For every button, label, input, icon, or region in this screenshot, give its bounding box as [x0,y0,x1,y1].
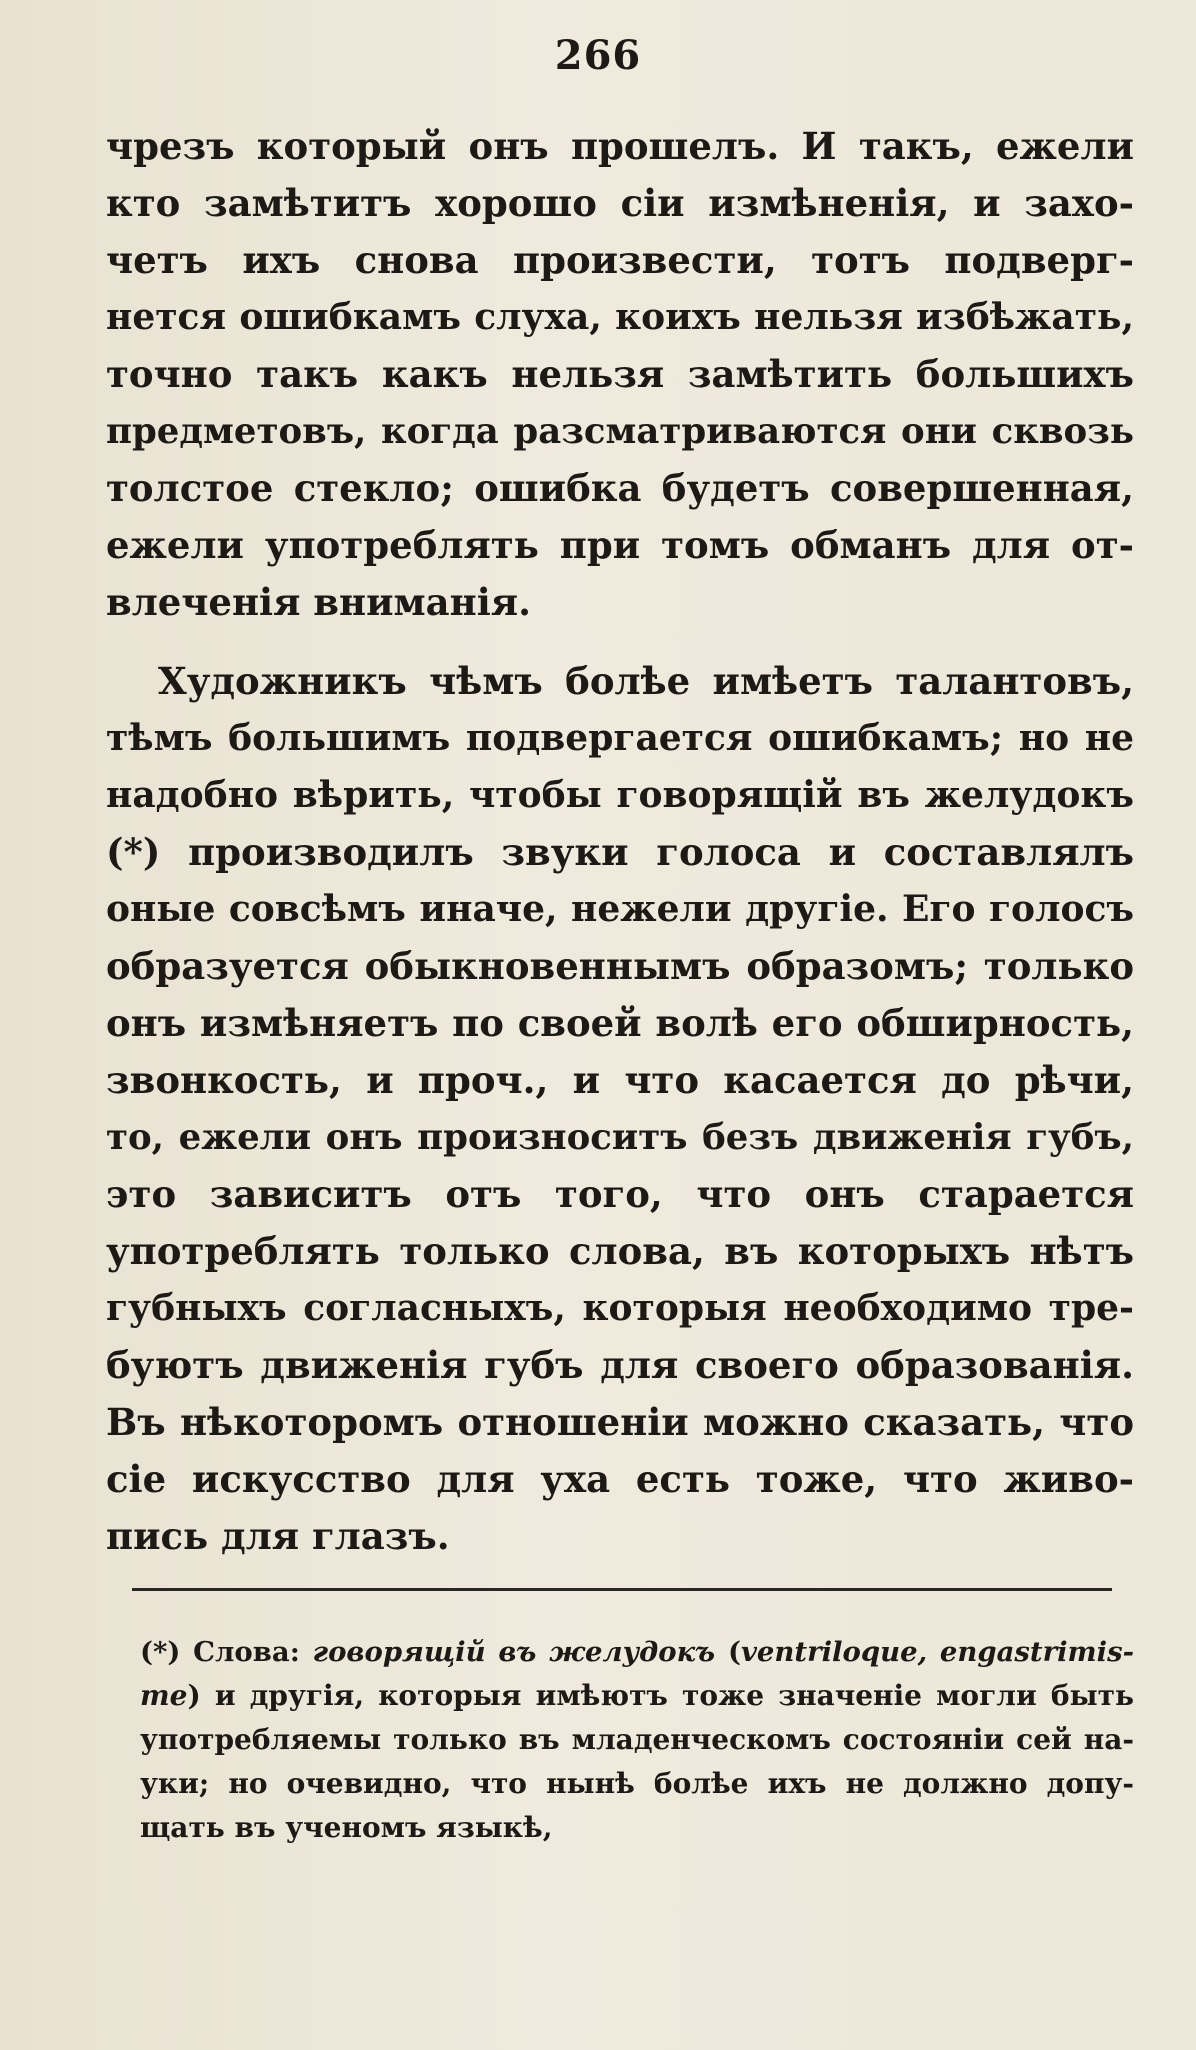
text-line: надобно вѣрить, чтобы говорящій въ желудокъ [106,774,1134,816]
footnote-foreign-terms-end: me [140,1679,188,1712]
footnote-text: ) и другія, которыя имѣютъ тоже значеніе могли быть [187,1679,1134,1712]
text-line: то, ежели онъ произноситъ безъ движенія губъ, [106,1117,1134,1158]
text-line: влеченія вниманія. [106,580,532,624]
text-line: оные совсѣмъ иначе, нежели другіе. Его голосъ [106,888,1134,930]
text-line: сіе искусство для уха есть тоже, что живо- [106,1457,1134,1501]
text-line: нется ошибкамъ слуха, коихъ нельзя избѣжать, [106,296,1134,338]
footnote-marker-text: (*) Слова: [140,1636,313,1668]
footnote-line: употребляемы только въ младенческомъ состояніи сей на- [140,1723,1134,1756]
body-text [106,118,1134,1565]
text-line: четъ ихъ снова произвести, тотъ подверг- [106,238,1134,282]
footnote-line [140,1630,1134,1674]
text-line: образуется обыкновеннымъ образомъ; только [106,944,1134,988]
text-line: губныхъ согласныхъ, которыя необходимо тре- [106,1287,1134,1329]
footnote-line: щать въ ученомъ языкѣ, [140,1811,553,1844]
text-line: Въ нѣкоторомъ отношеніи можно сказать, что [106,1400,1134,1444]
text-line: пись для глазъ. [106,1514,450,1558]
footnote-line: уки; но очевидно, что нынѣ болѣе ихъ не должно допу- [140,1767,1134,1800]
footnote-foreign-terms: ventriloque, engastrimis- [740,1636,1134,1668]
text-line: чрезъ который онъ прошелъ. И такъ, ежели [106,124,1134,168]
text-line: употреблять только слова, въ которыхъ нѣтъ [106,1229,1134,1273]
text-line: предметовъ, когда разсматриваются они сквозь [106,411,1134,452]
footnote-divider [132,1588,1112,1591]
paragraph-2 [106,653,1134,1565]
text-line: звонкость, и проч., и что касается до рѣчи, [106,1058,1134,1102]
footnote [140,1630,1134,1850]
text-line: толстое стекло; ошибка будетъ совершенная, [106,466,1134,510]
text-line: (*) производилъ звуки голоса и составлялъ [106,830,1134,874]
footnote-term: говорящій въ желудокъ [312,1636,716,1668]
text-line: онъ измѣняетъ по своей волѣ его обширность, [106,1001,1134,1045]
footnote-line [140,1674,1134,1718]
text-line: это зависитъ отъ того, что онъ старается [106,1172,1134,1216]
page-number: 266 [554,32,642,79]
paragraph-gap [106,631,1134,653]
text-line: точно такъ какъ нельзя замѣтить большихъ [106,352,1134,396]
text-line: Художникъ чѣмъ болѣе имѣетъ талантовъ, [158,659,1134,703]
text-line: кто замѣтитъ хорошо сіи измѣненія, и захо- [106,181,1134,225]
text-line: ежели употреблять при томъ обманъ для от- [106,523,1134,567]
text-line: тѣмъ большимъ подвергается ошибкамъ; но не [106,717,1134,759]
paragraph-1 [106,118,1134,631]
footnote-paren: ( [715,1636,741,1668]
text-line: буютъ движенія губъ для своего образованія. [106,1343,1134,1387]
